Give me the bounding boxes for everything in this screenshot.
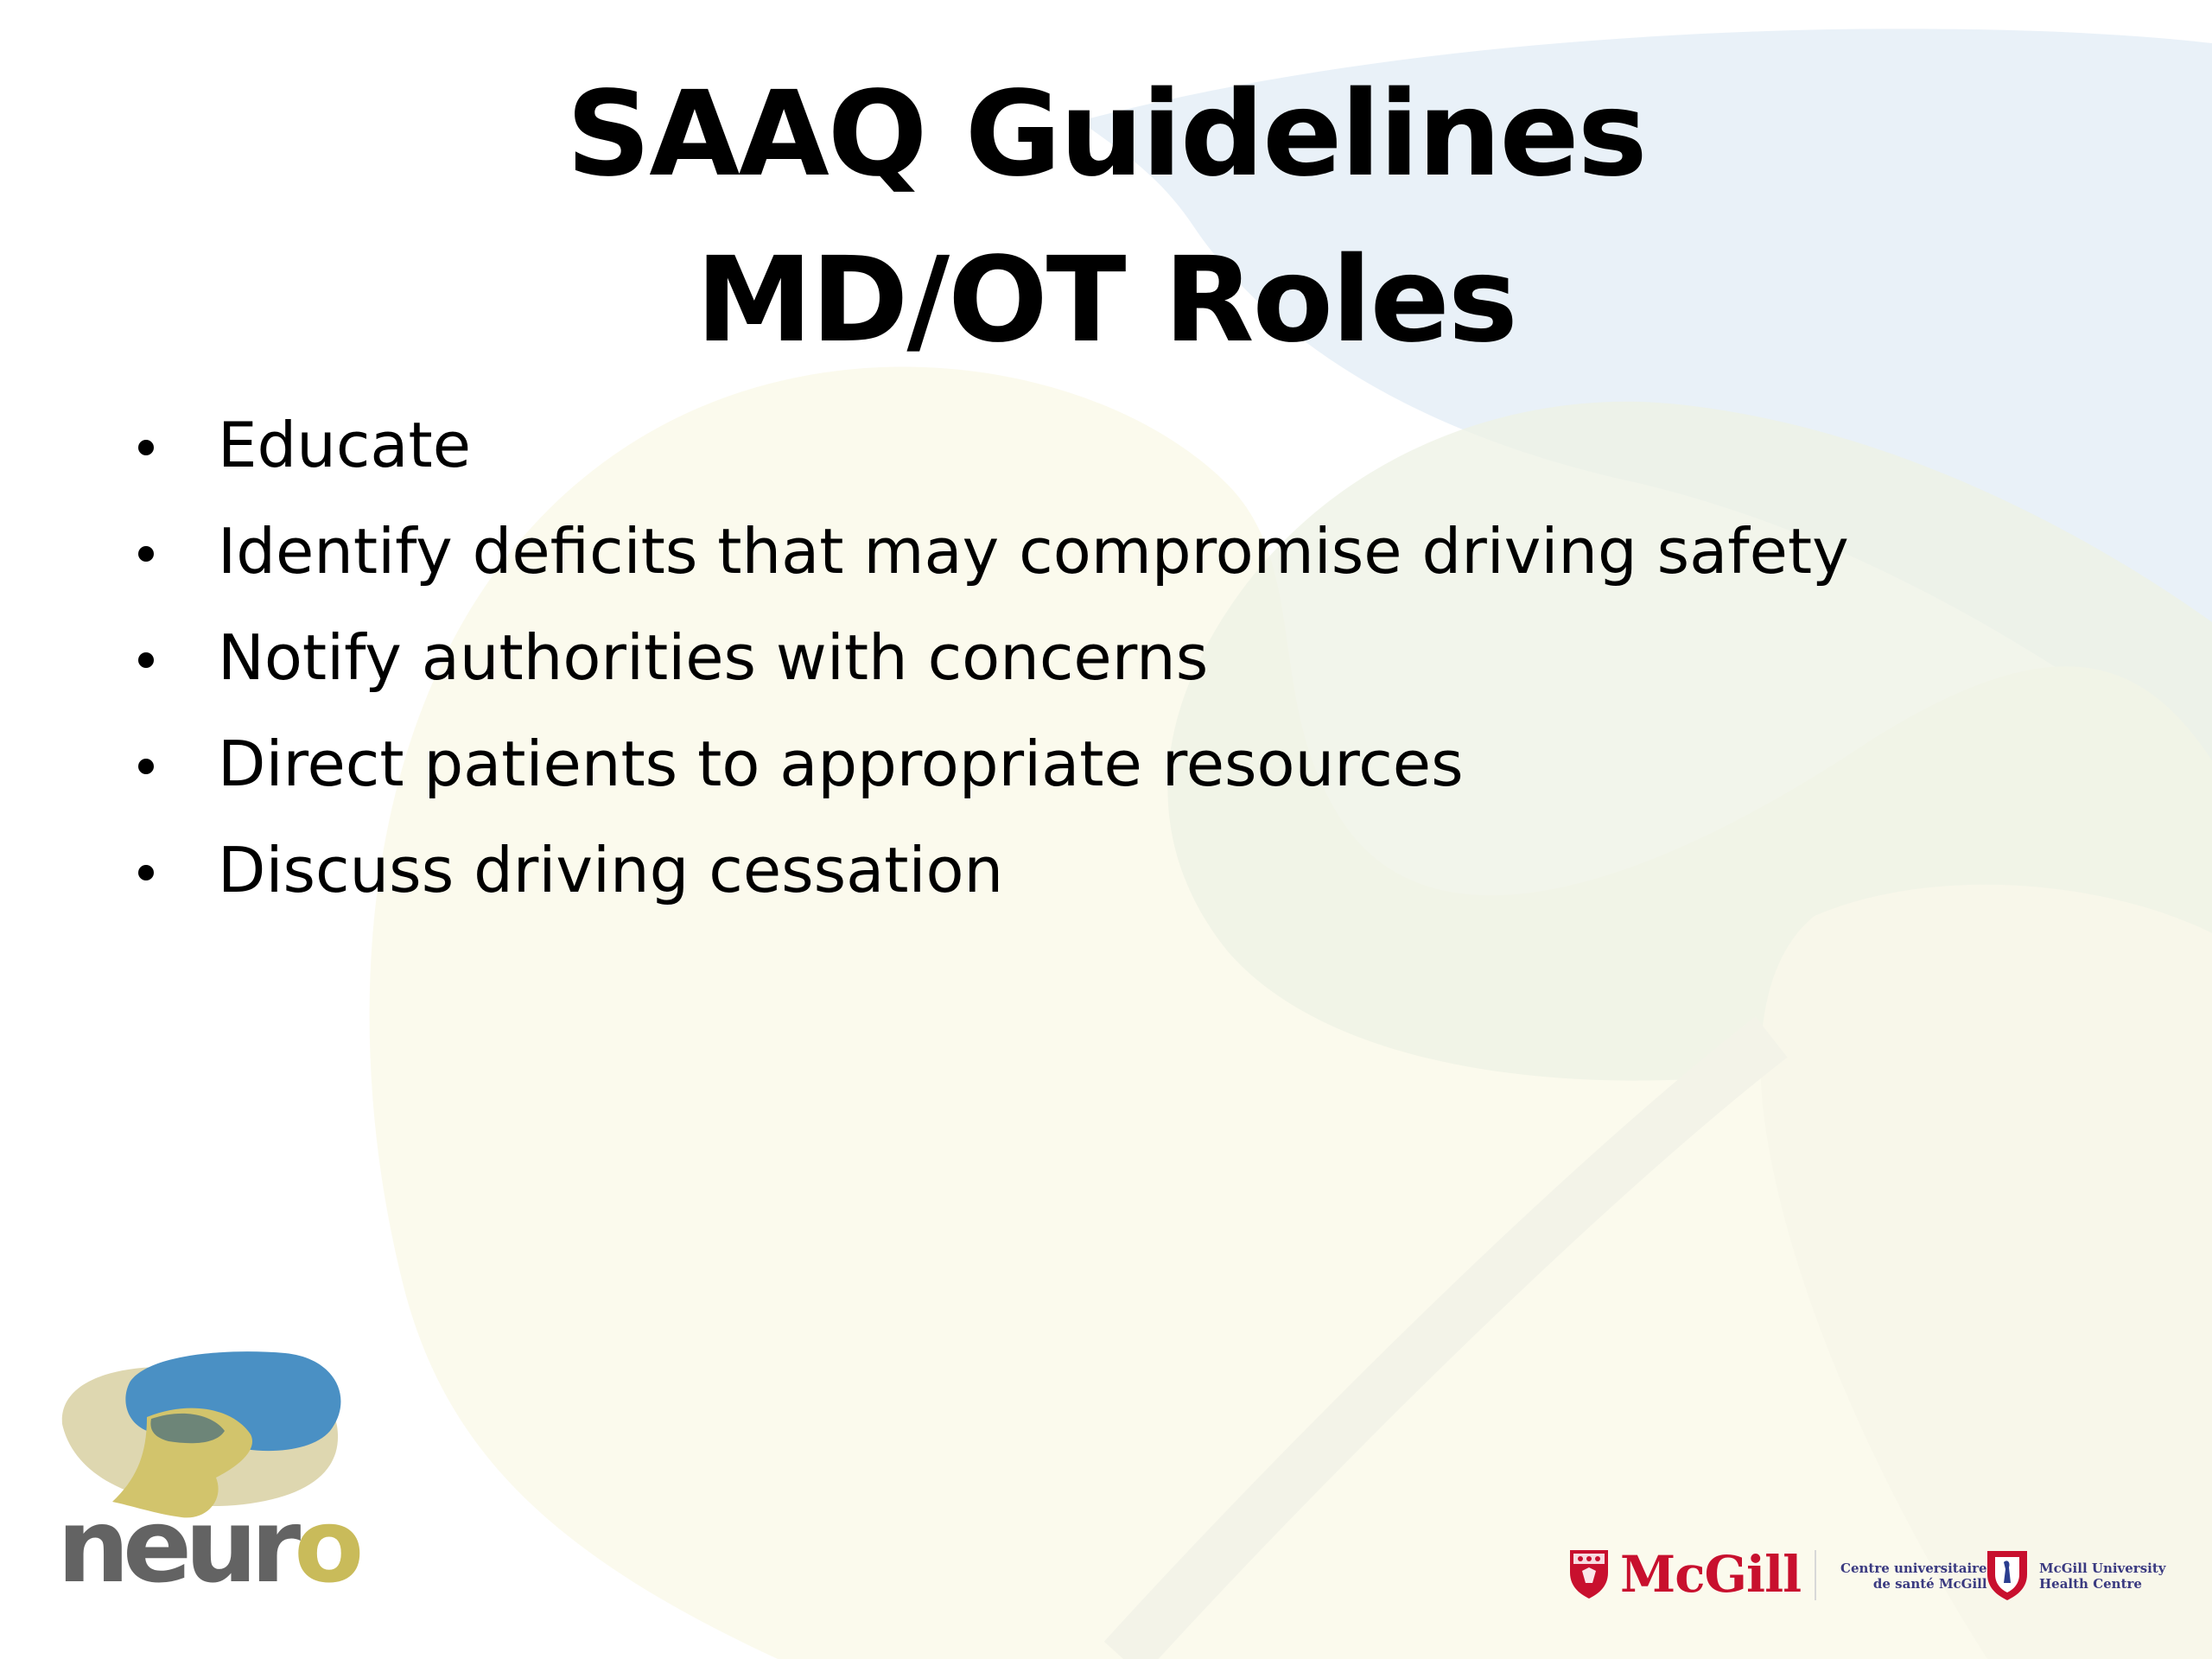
bullet-list <box>121 397 1849 929</box>
muhc-english-line-1: McGill University <box>2039 1560 2166 1576</box>
bullet-item <box>121 610 1849 716</box>
muhc-shield-icon <box>1985 1548 2030 1602</box>
bullet-text: Notify authorities with concerns <box>218 621 1209 694</box>
bullet-text: Identify deficits that may compromise driving safety <box>218 515 1849 588</box>
muhc-french-line-1: Centre universitaire <box>1840 1560 1987 1576</box>
muhc-english-name <box>2039 1560 2166 1592</box>
bullet-item <box>121 397 1849 504</box>
title-line-1: SAAQ Guidelines <box>566 67 1646 203</box>
bullet-dot-icon <box>138 759 154 774</box>
logo-divider <box>1815 1550 1816 1600</box>
mcgill-shield-icon <box>1568 1548 1610 1600</box>
title-line-2: MD/OT Roles <box>696 232 1516 369</box>
bullet-text: Educate <box>218 409 472 481</box>
bullet-item <box>121 716 1849 823</box>
neuro-word-main: neur <box>57 1486 295 1605</box>
neuro-word-accent: o <box>294 1486 358 1605</box>
bullet-item <box>121 504 1849 610</box>
bullet-dot-icon <box>138 865 154 880</box>
slide-title <box>0 52 2212 384</box>
bullet-dot-icon <box>138 440 154 455</box>
bullet-text: Direct patients to appropriate resources <box>218 728 1464 800</box>
neuro-wordmark <box>57 1486 358 1605</box>
bullet-text: Discuss driving cessation <box>218 834 1004 906</box>
partner-logos <box>1568 1543 2164 1612</box>
muhc-french-line-2: de santé McGill <box>1872 1576 1987 1592</box>
neuro-logo <box>52 1348 363 1607</box>
bullet-dot-icon <box>138 546 154 562</box>
bullet-item <box>121 823 1849 929</box>
muhc-french-name <box>1840 1560 1987 1592</box>
mcgill-wordmark: McGill <box>1620 1545 1802 1604</box>
bullet-dot-icon <box>138 652 154 668</box>
muhc-english-line-2: Health Centre <box>2039 1576 2142 1592</box>
